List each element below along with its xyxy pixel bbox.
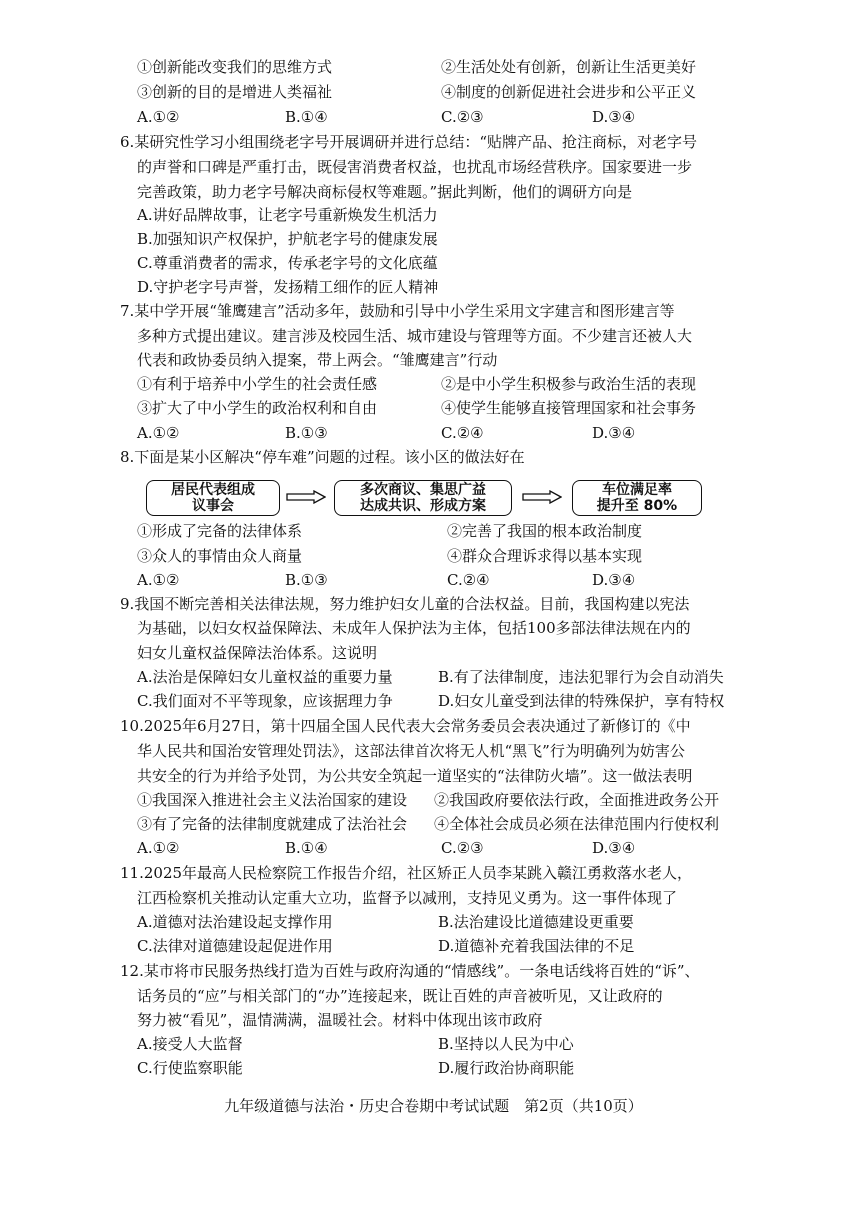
q9-choice-b: B.有了法律制度，违法犯罪行为会自动消失 [438, 668, 724, 686]
q9-stem-line-2: 为基础，以妇女权益保障法、未成年人保护法为主体，包括100多部法律法规在内的 [137, 619, 691, 637]
q7-answer-b: B.①③ [285, 424, 328, 442]
q8-answer-c: C.②④ [447, 571, 490, 589]
q10-answer-a: A.①② [137, 839, 180, 857]
q5-option-1: ①创新能改变我们的思维方式 [137, 58, 333, 76]
q12-choice-d: D.履行政治协商职能 [438, 1059, 575, 1077]
q8-answer-a: A.①② [137, 571, 180, 589]
q10-stem-line-1: 10.2025年6月27日，第十四届全国人民代表大会常务委员会表决通过了新修订的《中 [120, 717, 691, 735]
q5-answer-d: D.③④ [592, 108, 636, 126]
q5-option-2: ②生活处处有创新，创新让生活更美好 [441, 58, 697, 76]
q12-choice-c: C.行使监察职能 [137, 1059, 243, 1077]
flow-step-1-line-1: 居民代表组成 [171, 482, 255, 498]
flow-step-2-line-1: 多次商议、集思广益 [360, 482, 486, 498]
q9-choice-c: C.我们面对不平等现象，应该据理力争 [137, 692, 393, 710]
q12-choice-b: B.坚持以人民为中心 [438, 1035, 574, 1053]
q10-stem-line-2: 华人民共和国治安管理处罚法》，这部法律首次将无人机“黑飞”行为明确列为妨害公 [137, 742, 685, 760]
flow-step-1 [146, 480, 280, 516]
q8-option-2: ②完善了我国的根本政治制度 [447, 522, 643, 540]
q5-answer-c: C.②③ [441, 108, 484, 126]
q8-option-1: ①形成了完备的法律体系 [137, 522, 303, 540]
q7-answer-a: A.①② [137, 424, 180, 442]
q7-option-2: ②是中小学生积极参与政治生活的表现 [441, 375, 697, 393]
q11-stem-line-2: 江西检察机关推动认定重大立功，监督予以减刑，支持见义勇为。这一事件体现了 [137, 889, 678, 907]
right-arrow-icon [286, 490, 326, 504]
right-arrow-icon [522, 490, 562, 504]
q12-stem-line-2: 话务员的“应”与相关部门的“办”连接起来，既让百姓的声音被听见，又让政府的 [137, 987, 663, 1005]
q9-choice-d: D.妇女儿童受到法律的特殊保护，享有特权 [438, 692, 725, 710]
q5-answer-a: A.①② [137, 108, 180, 126]
q6-choice-a: A.讲好品牌故事，让老字号重新焕发生机活力 [137, 206, 438, 224]
flow-step-1-line-2: 议事会 [192, 498, 234, 514]
q10-answer-c: C.②③ [441, 839, 484, 857]
q10-answer-d: D.③④ [592, 839, 636, 857]
flow-step-2 [334, 480, 512, 516]
q7-option-4: ④使学生能够直接管理国家和社会事务 [441, 399, 697, 417]
q10-stem-line-3: 共安全的行为并给予处罚，为公共安全筑起一道坚实的“法律防火墙”。这一做法表明 [137, 767, 693, 785]
q8-flowchart [140, 480, 710, 520]
flow-step-3-line-1: 车位满足率 [602, 482, 672, 498]
q7-answer-d: D.③④ [592, 424, 636, 442]
q10-option-3: ③有了完备的法律制度就建成了法治社会 [137, 815, 408, 833]
q11-choice-c: C.法律对道德建设起促进作用 [137, 937, 333, 955]
q5-answer-b: B.①④ [285, 108, 328, 126]
q5-option-3: ③创新的目的是增进人类福祉 [137, 83, 333, 101]
q7-stem-line-2: 多种方式提出建议。建言涉及校园生活、城市建设与管理等方面。不少建言还被人大 [137, 327, 693, 345]
q6-stem-line-1: 6.某研究性学习小组围绕老字号开展调研并进行总结：“贴牌产品、抢注商标，对老字号 [120, 133, 697, 151]
q10-option-1: ①我国深入推进社会主义法治国家的建设 [137, 791, 408, 809]
q6-choice-d: D.守护老字号声誉，发扬精工细作的匠人精神 [137, 278, 439, 296]
q12-stem-line-3: 努力被“看见”，温情满满，温暖社会。材料中体现出该市政府 [137, 1011, 543, 1029]
q11-stem-line-1: 11.2025年最高人民检察院工作报告介绍，社区矫正人员李某跳入赣江勇救落水老人， [120, 864, 693, 882]
q11-choice-d: D.道德补充着我国法律的不足 [438, 937, 635, 955]
flow-step-3 [572, 480, 702, 516]
flow-step-2-line-2: 达成共识、形成方案 [360, 498, 486, 514]
q8-answer-b: B.①③ [285, 571, 328, 589]
q5-option-4: ④制度的创新促进社会进步和公平正义 [441, 83, 697, 101]
q8-option-3: ③众人的事情由众人商量 [137, 547, 303, 565]
q7-option-3: ③扩大了中小学生的政治权利和自由 [137, 399, 378, 417]
q10-answer-b: B.①④ [285, 839, 328, 857]
q7-option-1: ①有利于培养中小学生的社会责任感 [137, 375, 378, 393]
q11-choice-a: A.道德对法治建设起支撑作用 [137, 913, 333, 931]
q10-option-4: ④全体社会成员必须在法律范围内行使权利 [434, 815, 720, 833]
q9-stem-line-1: 9.我国不断完善相关法律法规，努力维护妇女儿童的合法权益。目前，我国构建以宪法 [120, 595, 690, 613]
q7-stem-line-1: 7.某中学开展“雏鹰建言”活动多年，鼓励和引导中小学生采用文字建言和图形建言等 [120, 302, 675, 320]
q8-answer-d: D.③④ [592, 571, 636, 589]
flow-step-3-line-2: 提升至 80% [596, 498, 678, 514]
q9-stem-line-3: 妇女儿童权益保障法治体系。这说明 [137, 644, 378, 662]
q8-stem: 8.下面是某小区解决“停车难”问题的过程。该小区的做法好在 [120, 448, 525, 466]
q6-choice-b: B.加强知识产权保护，护航老字号的健康发展 [137, 230, 438, 248]
q6-stem-line-3: 完善政策，助力老字号解决商标侵权等难题。”据此判断，他们的调研方向是 [137, 183, 633, 201]
q7-stem-line-3: 代表和政协委员纳入提案，带上两会。“雏鹰建言”行动 [137, 351, 498, 369]
q12-choice-a: A.接受人大监督 [137, 1035, 243, 1053]
q7-answer-c: C.②④ [441, 424, 484, 442]
q6-choice-c: C.尊重消费者的需求，传承老字号的文化底蕴 [137, 254, 438, 272]
q9-choice-a: A.法治是保障妇女儿童权益的重要力量 [137, 668, 393, 686]
page-footer: 九年级道德与法治・历史合卷期中考试试题 第2页（共10页） [224, 1097, 643, 1115]
q6-stem-line-2: 的声誉和口碑是严重打击，既侵害消费者权益，也扰乱市场经营秩序。国家要进一步 [137, 158, 693, 176]
q12-stem-line-1: 12.某市将市民服务热线打造为百姓与政府沟通的“情感线”。一条电话线将百姓的“诉”、 [120, 962, 700, 980]
q10-option-2: ②我国政府要依法行政，全面推进政务公开 [434, 791, 720, 809]
q8-option-4: ④群众合理诉求得以基本实现 [447, 547, 643, 565]
q11-choice-b: B.法治建设比道德建设更重要 [438, 913, 634, 931]
